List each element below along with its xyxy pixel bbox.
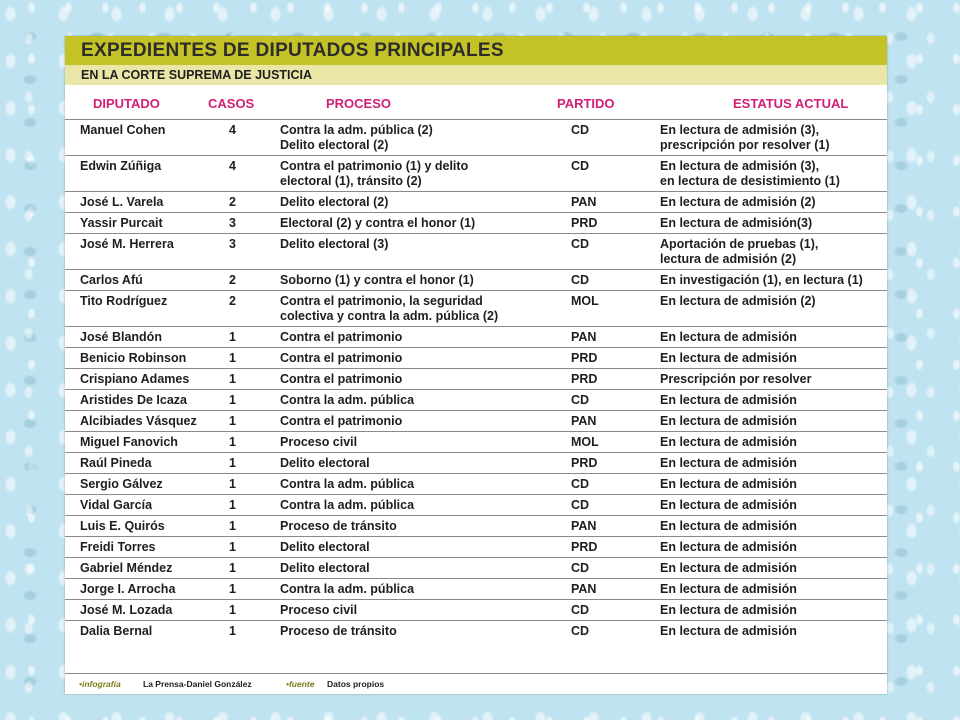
cell-partido: CD [571, 624, 590, 638]
cell-diputado: Vidal García [80, 498, 153, 512]
cell-diputado: José Blandón [80, 330, 162, 344]
table-row [65, 494, 887, 515]
infografia-credit: La Prensa-Daniel González [143, 679, 252, 689]
cell-casos: 1 [229, 351, 236, 365]
cell-proceso: Proceso civil [280, 435, 358, 449]
cell-casos: 3 [229, 216, 236, 230]
cell-casos: 1 [229, 624, 236, 638]
fuente-credit: Datos propios [327, 679, 385, 689]
table-row [65, 620, 887, 641]
cell-partido: MOL [571, 294, 599, 308]
cell-proceso: Contra la adm. pública [280, 477, 415, 491]
cell-diputado: Edwin Zúñiga [80, 159, 162, 173]
cell-casos: 1 [229, 540, 236, 554]
cell-diputado: Carlos Afú [80, 273, 143, 287]
title-bar [65, 36, 887, 65]
cell-casos: 1 [229, 603, 236, 617]
cell-diputado: Manuel Cohen [80, 123, 166, 137]
cell-estatus: En lectura de admisión [660, 435, 797, 449]
cell-partido: CD [571, 561, 590, 575]
cell-casos: 2 [229, 195, 236, 209]
table-header [65, 93, 887, 115]
column-header-estatus: ESTATUS ACTUAL [733, 96, 849, 111]
cell-proceso: Contra el patrimonio [280, 414, 403, 428]
cell-casos: 1 [229, 393, 236, 407]
cell-diputado: José M. Herrera [80, 237, 174, 251]
cell-casos: 1 [229, 414, 236, 428]
cell-diputado: Crispiano Adames [80, 372, 190, 386]
cell-casos: 1 [229, 582, 236, 596]
cell-proceso: Contra la adm. pública [280, 393, 415, 407]
cell-proceso: Delito electoral [280, 561, 370, 575]
cell-casos: 3 [229, 237, 236, 251]
cell-proceso: Soborno (1) y contra el honor (1) [280, 273, 474, 287]
cell-casos: 4 [229, 159, 236, 173]
cell-partido: CD [571, 159, 590, 173]
cell-diputado: Gabriel Méndez [80, 561, 173, 575]
table-row [65, 119, 887, 155]
cell-partido: CD [571, 273, 590, 287]
cell-estatus: En lectura de admisión [660, 351, 797, 365]
cell-proceso: Delito electoral [280, 540, 370, 554]
cell-estatus: En lectura de admisión (3), prescripción por resolver (1) [660, 123, 830, 152]
cell-estatus: En lectura de admisión [660, 624, 797, 638]
cell-estatus: En investigación (1), en lectura (1) [660, 273, 863, 287]
table-row [65, 389, 887, 410]
cell-diputado: Sergio Gálvez [80, 477, 163, 491]
cell-casos: 1 [229, 330, 236, 344]
page-subtitle: EN LA CORTE SUPREMA DE JUSTICIA [81, 68, 313, 82]
fuente-label: •fuente [286, 679, 315, 689]
cell-proceso: Delito electoral (2) [280, 195, 389, 209]
table-row [65, 536, 887, 557]
cell-proceso: Contra la adm. pública [280, 582, 415, 596]
cell-proceso: Proceso de tránsito [280, 624, 397, 638]
table-row [65, 431, 887, 452]
cell-partido: CD [571, 477, 590, 491]
cell-estatus: Aportación de pruebas (1), lectura de admisión (2) [660, 237, 819, 266]
cell-proceso: Contra el patrimonio [280, 330, 403, 344]
cell-diputado: Miguel Fanovich [80, 435, 178, 449]
cell-partido: PAN [571, 519, 597, 533]
table-row [65, 452, 887, 473]
cell-casos: 2 [229, 294, 236, 308]
table-row [65, 233, 887, 269]
cell-partido: PAN [571, 582, 597, 596]
cell-proceso: Proceso civil [280, 603, 358, 617]
table-row [65, 515, 887, 536]
cell-casos: 1 [229, 477, 236, 491]
table-row [65, 473, 887, 494]
cell-estatus: En lectura de admisión [660, 519, 797, 533]
cell-partido: PRD [571, 540, 598, 554]
cell-estatus: En lectura de admisión [660, 582, 797, 596]
credits-footer [65, 677, 887, 693]
table-row [65, 155, 887, 191]
cell-partido: PAN [571, 195, 597, 209]
cell-diputado: Luis E. Quirós [80, 519, 165, 533]
cell-partido: PAN [571, 414, 597, 428]
cell-proceso: Contra el patrimonio (1) y delito electoral (1), tránsito (2) [280, 159, 469, 188]
cell-estatus: En lectura de admisión (2) [660, 195, 816, 209]
cell-estatus: En lectura de admisión [660, 498, 797, 512]
cell-proceso: Delito electoral [280, 456, 370, 470]
table-row [65, 191, 887, 212]
cell-estatus: En lectura de admisión [660, 540, 797, 554]
table-body [65, 119, 887, 641]
cell-casos: 1 [229, 456, 236, 470]
cell-partido: CD [571, 603, 590, 617]
cell-proceso: Contra el patrimonio [280, 351, 403, 365]
table-row [65, 599, 887, 620]
cell-diputado: José L. Varela [80, 195, 164, 209]
cell-partido: CD [571, 123, 590, 137]
footer-divider [65, 673, 887, 674]
cell-diputado: Dalia Bernal [80, 624, 153, 638]
cell-proceso: Contra la adm. pública [280, 498, 415, 512]
cell-diputado: Freidi Torres [80, 540, 156, 554]
column-header-casos: CASOS [208, 96, 255, 111]
cell-casos: 1 [229, 372, 236, 386]
table-row [65, 326, 887, 347]
cell-diputado: Tito Rodríguez [80, 294, 168, 308]
cell-estatus: En lectura de admisión [660, 477, 797, 491]
cell-estatus: En lectura de admisión [660, 330, 797, 344]
cell-estatus: En lectura de admisión [660, 456, 797, 470]
cell-partido: CD [571, 498, 590, 512]
cell-estatus: En lectura de admisión(3) [660, 216, 813, 230]
cell-partido: PAN [571, 330, 597, 344]
cell-estatus: En lectura de admisión [660, 561, 797, 575]
table-row [65, 269, 887, 290]
cell-partido: PRD [571, 216, 598, 230]
page-title: EXPEDIENTES DE DIPUTADOS PRINCIPALES [81, 40, 504, 61]
cell-estatus: En lectura de admisión [660, 603, 797, 617]
cell-diputado: Alcibiades Vásquez [80, 414, 197, 428]
cell-diputado: Benicio Robinson [80, 351, 187, 365]
cell-proceso: Proceso de tránsito [280, 519, 397, 533]
cell-proceso: Contra el patrimonio [280, 372, 403, 386]
column-header-proceso: PROCESO [326, 96, 392, 111]
table-row [65, 290, 887, 326]
cell-partido: CD [571, 237, 590, 251]
cell-casos: 2 [229, 273, 236, 287]
cell-proceso: Electoral (2) y contra el honor (1) [280, 216, 476, 230]
cell-estatus: Prescripción por resolver [660, 372, 812, 386]
cell-estatus: En lectura de admisión [660, 393, 797, 407]
cell-casos: 1 [229, 519, 236, 533]
cell-diputado: Raúl Pineda [80, 456, 152, 470]
cell-diputado: Aristides De Icaza [80, 393, 187, 407]
table-row [65, 212, 887, 233]
infografia-label: •infografía [79, 679, 121, 689]
table-row [65, 410, 887, 431]
cell-partido: PRD [571, 372, 598, 386]
cell-estatus: En lectura de admisión [660, 414, 797, 428]
cell-partido: PRD [571, 351, 598, 365]
cell-partido: MOL [571, 435, 599, 449]
cell-casos: 4 [229, 123, 236, 137]
cell-proceso: Contra la adm. pública (2) Delito electoral (2) [280, 123, 433, 152]
cell-partido: PRD [571, 456, 598, 470]
table-row [65, 557, 887, 578]
cell-diputado: José M. Lozada [80, 603, 173, 617]
cell-partido: CD [571, 393, 590, 407]
cell-proceso: Delito electoral (3) [280, 237, 389, 251]
cell-proceso: Contra el patrimonio, la seguridad colectiva y contra la adm. pública (2) [280, 294, 499, 323]
infographic-panel [65, 36, 887, 694]
cell-casos: 1 [229, 498, 236, 512]
cell-estatus: En lectura de admisión (2) [660, 294, 816, 308]
cell-diputado: Yassir Purcait [80, 216, 163, 230]
cell-diputado: Jorge I. Arrocha [80, 582, 176, 596]
table-row [65, 368, 887, 389]
cell-casos: 1 [229, 561, 236, 575]
cell-casos: 1 [229, 435, 236, 449]
cell-estatus: En lectura de admisión (3), en lectura de desistimiento (1) [660, 159, 840, 188]
column-header-partido: PARTIDO [557, 96, 615, 111]
column-header-diputado: DIPUTADO [93, 96, 160, 111]
subtitle-bar [65, 65, 887, 85]
table-row [65, 578, 887, 599]
table-row [65, 347, 887, 368]
